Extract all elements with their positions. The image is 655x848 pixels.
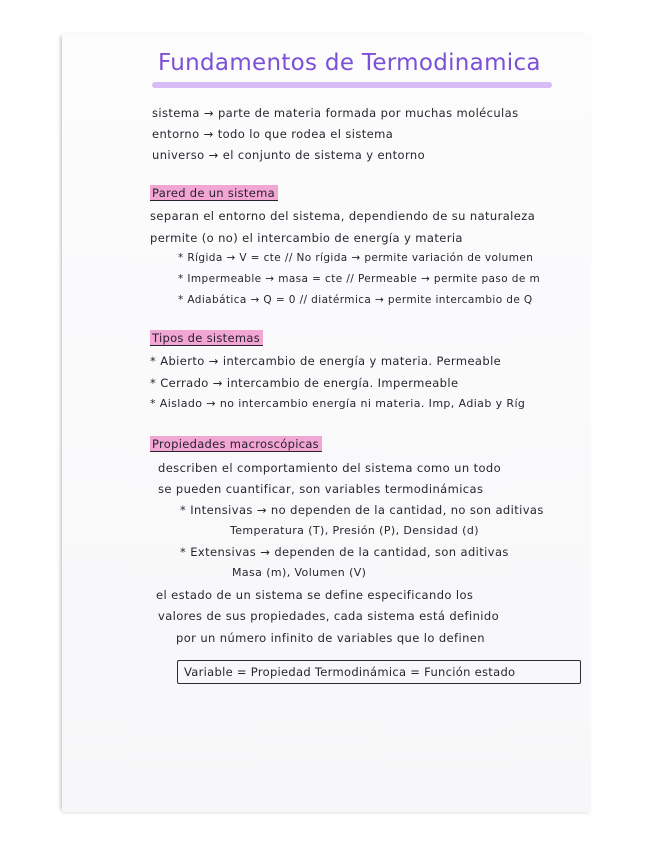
heading-tipos [150,331,263,345]
title-underline [152,82,552,88]
heading-pared [150,186,278,200]
heading-propiedades [150,437,322,451]
pared-bullet-impermeable: * Impermeable → masa = cte // Permeable → permite paso de m [178,273,541,285]
notebook-page [62,34,590,812]
estado-line: el estado de un sistema se define especificando los [156,588,474,602]
pared-bullet-rigida: * Rígida → V = cte // No rígida → permite variación de volumen [178,252,534,264]
extensivas-examples: Masa (m), Volumen (V) [232,566,367,579]
pared-bullet-adiabatica: * Adiabática → Q = 0 // diatérmica → permite intercambio de Q [178,294,533,306]
definition-sistema: sistema → parte de materia formada por muchas moléculas [152,106,519,120]
tipos-bullet-abierto: * Abierto → intercambio de energía y materia. Permeable [150,354,502,368]
estado-line: por un número infinito de variables que lo definen [176,631,485,645]
heading-pared-text: Pared de un sistema [150,185,278,201]
estado-line: valores de sus propiedades, cada sistema está definido [158,609,499,623]
heading-tipos-text: Tipos de sistemas [150,330,263,346]
propiedades-line: describen el comportamiento del sistema como un todo [158,461,502,475]
tipos-bullet-cerrado: * Cerrado → intercambio de energía. Impermeable [150,376,459,390]
heading-propiedades-text: Propiedades macroscópicas [150,436,322,452]
definition-entorno: entorno → todo lo que rodea el sistema [152,127,394,141]
tipos-bullet-aislado: * Aislado → no intercambio energía ni materia. Imp, Adiab y Ríg [150,397,526,410]
page-title: Fundamentos de Termodinamica [158,50,541,76]
propiedades-line: se pueden cuantificar, son variables termodinámicas [158,482,484,496]
pared-line: permite (o no) el intercambio de energía y materia [150,231,463,245]
pared-line: separan el entorno del sistema, dependiendo de su naturaleza [150,209,536,223]
definition-universo: universo → el conjunto de sistema y entorno [152,148,426,162]
propiedades-extensivas: * Extensivas → dependen de la cantidad, son aditivas [180,545,509,559]
propiedades-intensivas: * Intensivas → no dependen de la cantidad, no son aditivas [180,503,544,517]
boxed-equation: Variable = Propiedad Termodinámica = Función estado [177,660,581,684]
intensivas-examples: Temperatura (T), Presión (P), Densidad (d) [230,524,479,537]
